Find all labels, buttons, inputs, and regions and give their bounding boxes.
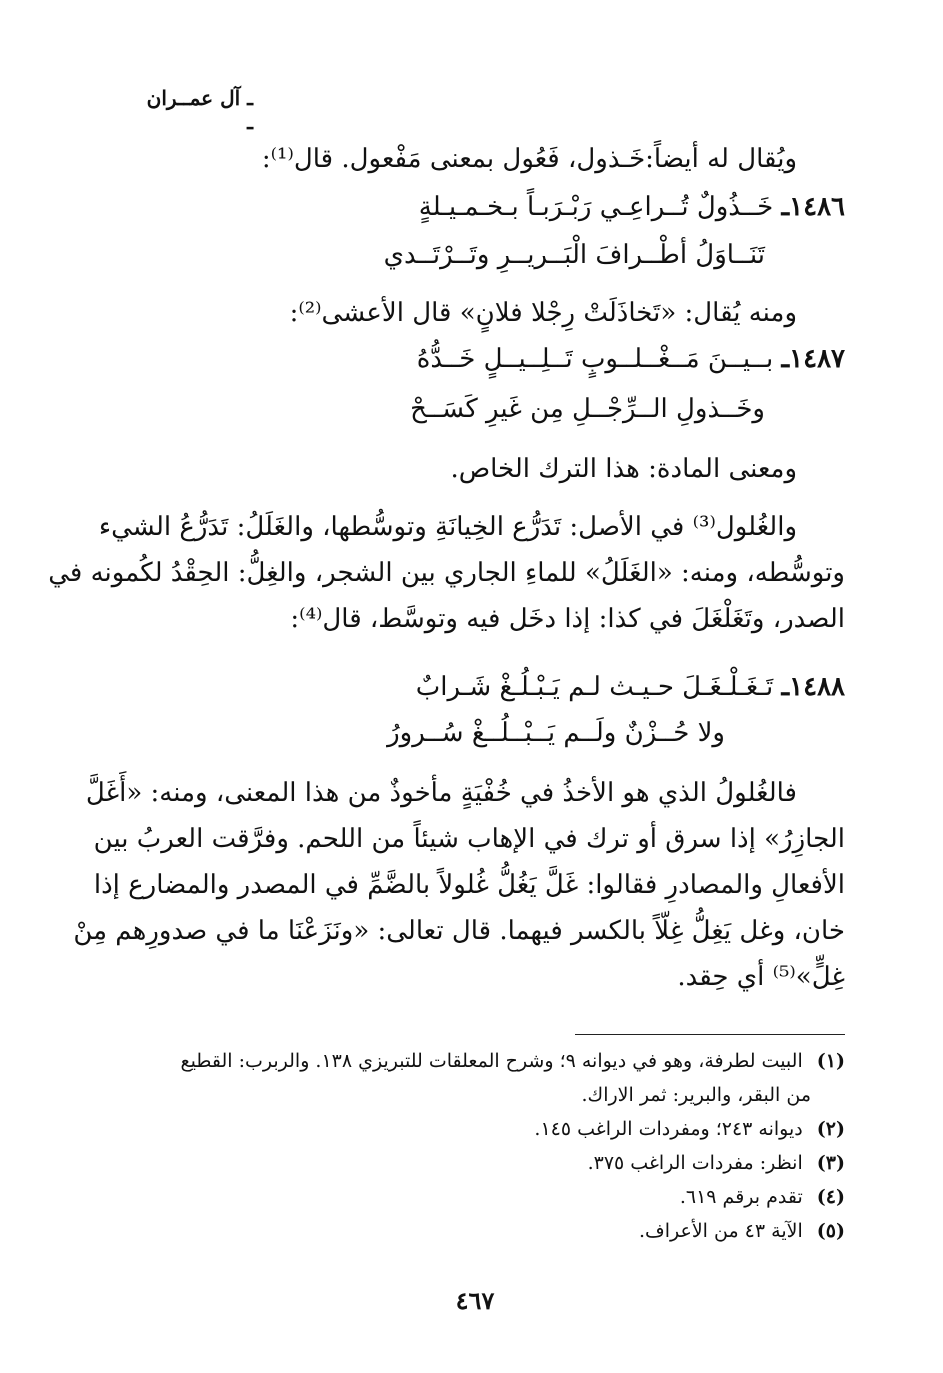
verse-1487: [120, 336, 845, 432]
footnote-4: [115, 1180, 845, 1214]
footnote-text: الآية ٤٣ من الأعراف.: [639, 1220, 803, 1242]
paragraph-5: [73, 770, 845, 1000]
verse-1488: [120, 664, 845, 756]
verse-hemistich-2: ولا حُــزْنٌ ولَــم يَــبْــلُــغْ سُــرورُ: [387, 718, 725, 748]
verse-hemistich-1: [120, 336, 845, 382]
footnote-number: (٥): [816, 1220, 845, 1242]
paragraph-line: الصدر، وتَغَلْغَلَ في كذا: إذا دخَل فيه وتوسَّط، قال⁽⁴⁾:: [290, 604, 845, 634]
verse-hemistich-2: تَنَــاوَلُ أطْــرافَ الْبَــريــرِ وتَــرْتَــدي: [383, 240, 765, 270]
footnotes: [115, 1044, 845, 1248]
verse-hemistich-2: وخَــذولِ الــرِّجْــلِ مِن غَيرِ كَسَــحْ: [410, 394, 765, 424]
paragraph-4: [48, 504, 845, 642]
paragraph-line: ويُقال له أيضاً:خَـذول، فَعُول بمعنى مَفْعول. قال⁽¹⁾:: [261, 144, 797, 174]
verse-number: ١٤٨٧ـ: [781, 344, 845, 374]
paragraph-1: [120, 136, 845, 182]
verse-hemistich-1: [120, 184, 845, 230]
verse-number: ١٤٨٦ـ: [781, 192, 845, 222]
footnote-3: [115, 1146, 845, 1180]
footnote-2: [115, 1112, 845, 1146]
footnote-number: (٣): [816, 1152, 845, 1174]
paragraph-2: [120, 290, 845, 336]
verse-hemistich-1: [120, 664, 845, 710]
footnote-continuation: من البقر، والبرير: ثمر الاراك.: [581, 1084, 811, 1106]
footnote-text: البيت لطرفة، وهو في ديوانه ٩؛ وشرح المعلقات للتبريزي ١٣٨. والربرب: القطيع: [180, 1050, 803, 1072]
footnote-number: (٤): [816, 1186, 845, 1208]
paragraph-line: والغُلول⁽³⁾ في الأصل: تَدَرُّع الخِيانَةِ وتوسُّطها، والغَلَلُ: تَدَرُّعُ الشيء: [98, 512, 797, 542]
verse-text: تَـغَـلْـغَـلَ حـيـث لـم يَـبْـلُـغْ شَـرابٌ: [415, 672, 774, 702]
paragraph-line: الجازِرُ» إذا سرق أو ترك في الإهاب شيئاً من اللحم. وفرَّقت العربُ بين: [93, 824, 845, 854]
paragraph-line: خان، وغل يَغِلُّ غِلّاً بالكسر فيهما. قال تعالى: «ونَزَعْنَا ما في صدورِهم مِنْ: [73, 916, 845, 946]
paragraph-line: وتوسُّطه، ومنه: «الغَلَلُ» للماءِ الجاري بين الشجر، والغِلُّ: الحِقْدُ لكُمونه في: [48, 558, 845, 588]
footnote-5: [115, 1214, 845, 1248]
paragraph-line: ومنه يُقال: «تَخاذَلَتْ رِجْلا فلانٍ» قال الأعشى⁽²⁾:: [289, 298, 797, 328]
running-header: ـ آل عمــران ـ: [146, 86, 253, 134]
footnote-text: ديوانه ٢٤٣؛ ومفردات الراغب ١٤٥.: [534, 1118, 803, 1140]
verse-number: ١٤٨٨ـ: [781, 672, 845, 702]
footnote-text: انظر: مفردات الراغب ٣٧٥.: [587, 1152, 803, 1174]
paragraph-3: [120, 446, 845, 492]
verse-text: بــيــنَ مَــغْــلــوبٍ تَــلِــيــلٍ خَــدُّهُ: [416, 344, 774, 374]
page-number: ٤٦٧: [455, 1286, 495, 1315]
paragraph-line: ومعنى المادة: هذا الترك الخاص.: [450, 454, 797, 484]
footnote-1: [115, 1044, 845, 1078]
footnote-number: (٢): [816, 1118, 845, 1140]
footnote-divider: [575, 1034, 845, 1035]
verse-1486: [120, 184, 845, 278]
paragraph-line: فالغُلولُ الذي هو الأخذُ في خُفْيَةٍ مأخوذٌ من هذا المعنى، ومنه: «أَغَلَّ: [85, 778, 797, 808]
paragraph-line: الأفعالِ والمصادرِ فقالوا: غَلَّ يَغُلُّ غُلولاً بالضَّمِّ في المصدر والمضارع إذا: [93, 870, 845, 900]
verse-text: خَــذُولٌ تُــراعِـي رَبْـرَبـاً بـخـمـيـلةٍ: [418, 192, 774, 222]
paragraph-line: غِلٍّ»⁽⁵⁾ أي حِقد.: [677, 962, 845, 992]
footnote-number: (١): [816, 1050, 845, 1072]
footnote-text: تقدم برقم ٦١٩.: [679, 1186, 803, 1208]
